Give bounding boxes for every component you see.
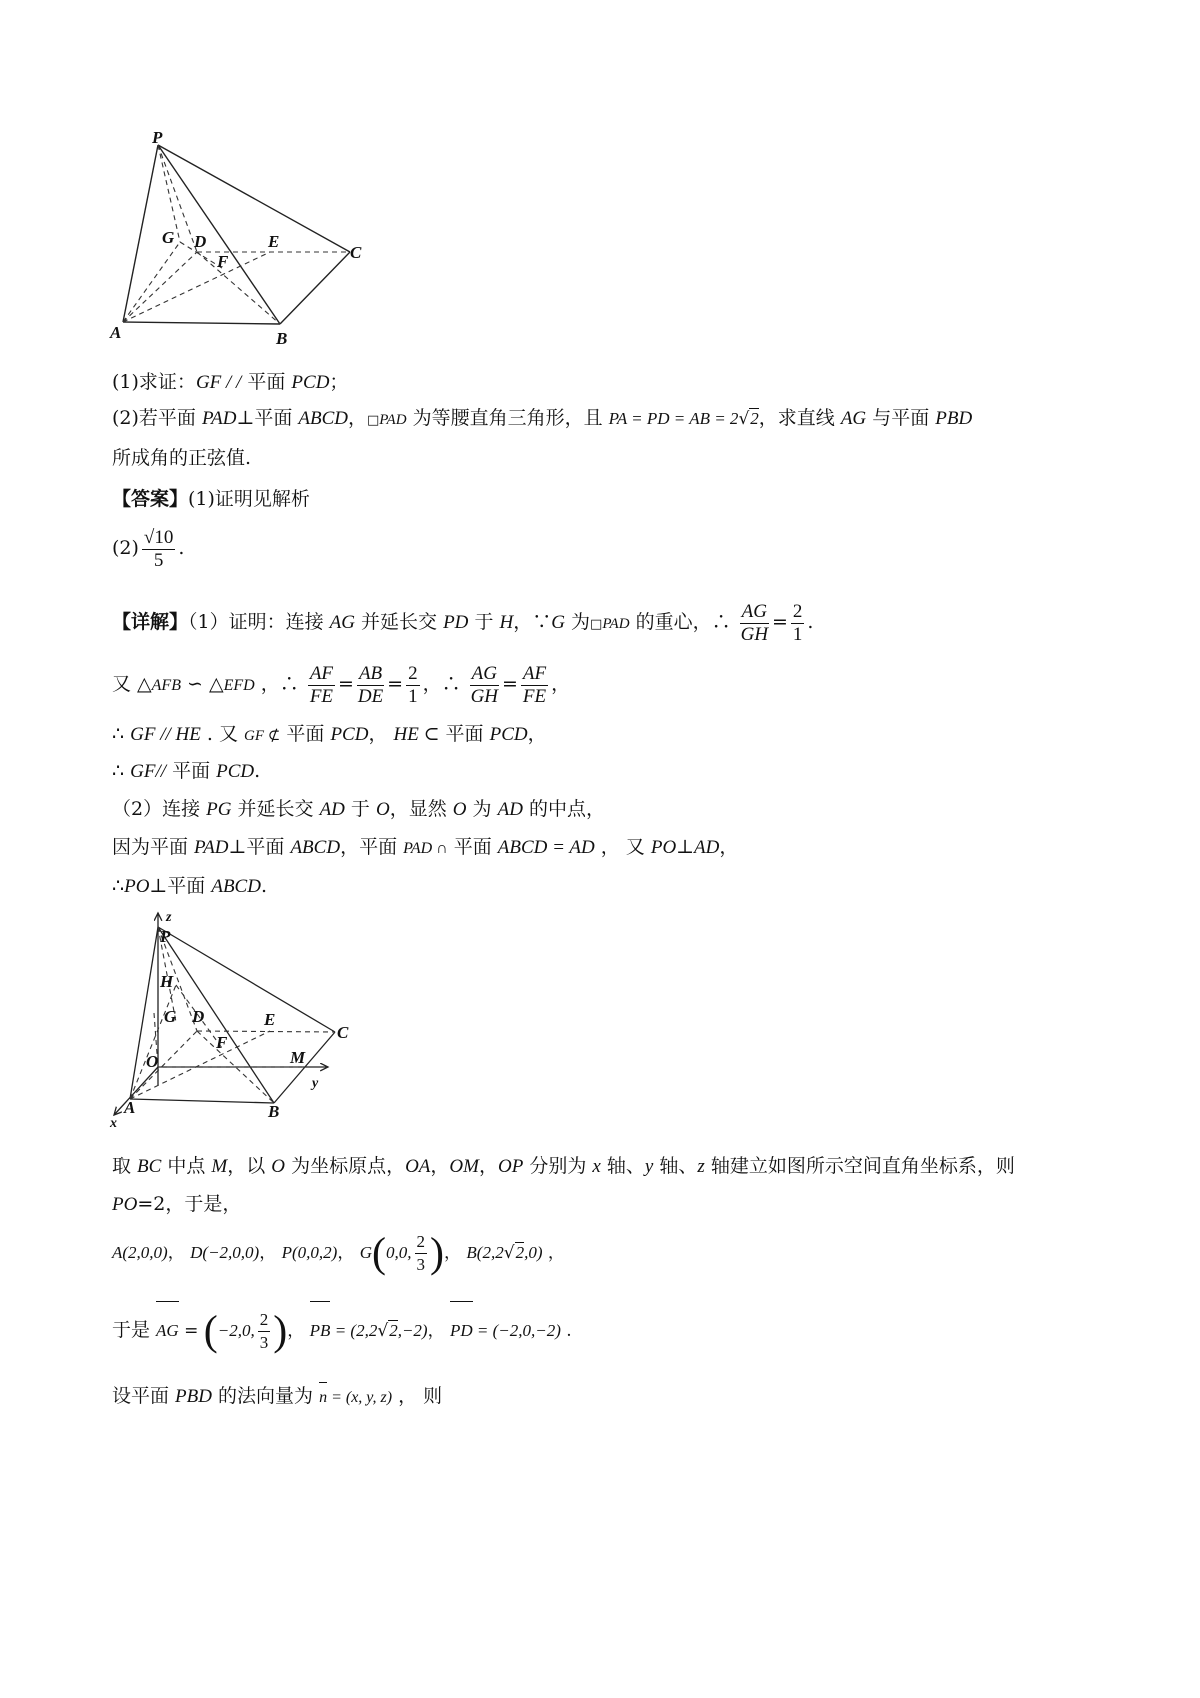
coord-line-1: 取 BC 中点 M，以 O 为坐标原点，OA，OM，OP 分别为 x 轴、y 轴、z 轴建立如图所示空间直角坐标系，则 xyxy=(112,1155,1015,1177)
label-c: C xyxy=(350,243,362,262)
label-a: A xyxy=(110,323,122,342)
label-e2: E xyxy=(264,1010,276,1029)
detail-line-2: 又 △AFB ∽ △EFD ，∴ $\frac{AF}{FE}$ = $\frac{AB}{DE}$ = $\frac{2}{1}$ ，∴ $\frac{AG}{GH}$ = $\frac{AF}{FE}$ ， xyxy=(112,662,571,707)
question-1: (1)求证：GF / / 平面 PCD； xyxy=(112,371,349,393)
detail-line-7: ∴PO⊥平面 ABCD. xyxy=(112,875,267,897)
label-g2: G xyxy=(164,1007,177,1026)
label-b: B xyxy=(276,329,288,348)
label-x: x xyxy=(110,1116,117,1131)
label-p: P xyxy=(152,130,163,147)
question-2-cont: 所成角的正弦值. xyxy=(112,447,252,469)
label-h: H xyxy=(160,972,174,991)
edge-ab xyxy=(123,322,280,324)
coord-line-5: 设平面 PBD 的法向量为 n = (x, y, z) ， 则 xyxy=(112,1382,442,1412)
pyramid-figure xyxy=(100,130,380,350)
detail-line-5: （2）连接 PG 并延长交 AD 于 O，显然 O 为 AD 的中点， xyxy=(112,798,605,820)
label-d: D xyxy=(194,232,207,251)
label-p2: P xyxy=(160,927,171,946)
coord-line-2: PO=2，于是， xyxy=(112,1193,242,1215)
label-f: F xyxy=(217,252,229,271)
edge-pa xyxy=(123,145,158,322)
label-z: z xyxy=(166,910,172,925)
question-2: (2)若平面 PAD⊥平面 ABCD，□PAD 为等腰直角三角形，且 PA = PD = AB = 2√2，求直线 AG 与平面 PBD xyxy=(112,407,973,429)
answer-line-2: (2) $\frac{√10}{5}$ . xyxy=(112,526,185,571)
coord-line-3: A(2,0,0)， D(−2,0,0)， P(0,0,2)， G(0,0, $\frac{2}{3}$ )， B(2,2√2,0) ， xyxy=(112,1230,565,1277)
detail-line-3: ∴ GF // HE . 又 GF ⊄ 平面 PCD， HE ⊂ 平面 PCD， xyxy=(112,723,547,745)
detail-line-1: 【详解】（1）证明：连接 AG 并延长交 PD 于 H，∵G 为□PAD 的重心，∴ $\frac{AG}{GH}$ = $\frac{2}{1}$ . xyxy=(112,600,814,645)
coord-line-4: 于是 AG = (−2,0, $\frac{2}{3}$ )， PB = (2,2√2,−2)， PD = (−2,0,−2) . xyxy=(112,1302,572,1360)
label-f2: F xyxy=(216,1033,228,1052)
label-b2: B xyxy=(268,1102,280,1121)
x-axis xyxy=(114,1067,158,1115)
coordinate-figure xyxy=(100,905,380,1140)
answer-line-1: 【答案】(1)证明见解析 xyxy=(112,488,310,510)
detail-line-6: 因为平面 PAD⊥平面 ABCD，平面 PAD ∩ 平面 ABCD = AD ， 又 PO⊥AD， xyxy=(112,836,739,858)
edge-pc xyxy=(158,145,350,252)
label-g: G xyxy=(162,228,175,247)
label-o: O xyxy=(146,1052,159,1071)
label-c2: C xyxy=(337,1023,349,1042)
edge-bc xyxy=(280,252,350,324)
detail-line-4: ∴ GF// 平面 PCD. xyxy=(112,760,261,782)
label-m: M xyxy=(290,1048,306,1067)
label-y: y xyxy=(312,1076,319,1091)
label-d2: D xyxy=(192,1007,205,1026)
label-a2: A xyxy=(124,1098,136,1117)
label-e: E xyxy=(268,232,280,251)
